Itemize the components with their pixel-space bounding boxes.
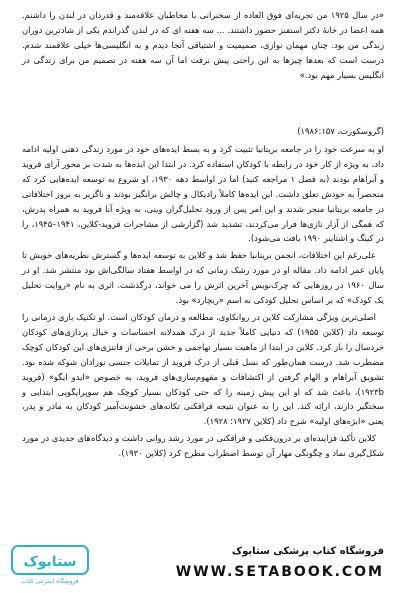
quote-citation: (گروسکورت، ۱۹۸۶:۱۵۷) [297, 126, 384, 136]
store-url[interactable]: WWW.SETABOOK.COM [175, 564, 384, 580]
paragraph: اصلی‌ترین ویژگی مشارکت کلاین در روانکاوی، مطالعه و درمان کودکان است. او تکنیک بازی درمانی را توسعه داد (کلاین ۱۹۵۵) که دنیایی کاملاً جدید از درک همدلانه احساسات و خیال پردازی‌های کودکان خردسال را باز کرد. کلاین در ابتدا از ماهیت بسیار تهاجمی و خشن برخی از فانتزی‌های این کودکان کوچک مضطرب شد. درست همان‌طور که نسل قبلی از درک فروید از تمایلات جنسی نوزادان شوکه شده بود. تشویق آبراهام و الهام گرفتن از اکتشافات و مفهوم‌سازی‌های فروید، به خصوص «ایدو ایگو» (فروید ۱۹۲۳b)، باعث شد که او این پیش زمینه را که حتی کودکان بسیار کوچک هم سوپرایگویی ابتدایی و سختگیر دارند، ارائه کند. این را به عنوان نتیجه فرافکنی تکانه‌های خشونت‌آمیز کودکان به مادر و پدر، یعنی «ابژه‌های اولیه» شرح داد (کلاین ۱۹۲۷؛ ۱۹۲۸). [22, 311, 384, 427]
store-title: فروشگاه کتاب پزشکی ستابوک [231, 546, 384, 557]
paragraph: او به سرعت خود را در جامعه بریتانیا تثبیت کرد و به بسط ایده‌های خود در مورد زندگی ذهنی اولیه ادامه داد، به ویژه از کار خود در رابطه با کودکان استفاده کرد. در ابتدا این ایده‌ها به شدت بر محور آرای فروید و آبراهام بودند (به فصل ۱ مراجعه کنید) اما در اواسط دهه ۱۹۳۰، او شروع به توسعه ایده‌هایی کرد که منحصراً به خودش تعلق داشت. این ایده‌ها کاملاً رادیکال و چالش برانگیز بودند و ناگزیر به بروز اختلافاتی در جامعه بریتانیا منجر شدند و این امر پس از ورود تحلیل‌گران وینی، به ویژه آنا فروید به همراه پدرش، که همگی از آزار نازی‌ها فرار می‌کردند، تشدید شد (گزارشی از مشاجرات فروید-کلاین، ۱۹۴۱–۱۹۴۵، را در کینگ و اشتاینر ۱۹۹۰ یافت می‌شود). [22, 144, 385, 244]
store-banner [0, 538, 400, 593]
block-quote: «در سال ۱۹۲۵ من تجربه‌ای فوق العاده از سخنرانی با مخاطبان علاقه‌مند و قدردان در لندن را داشتم. همه اعضا در خانهٔ دکتر استفنز حضور داشتند. ... سه هفته ای که در لندن گذراندم یکی از شادترین دوران زندگی من بود. چنان مهمان نوازی، صمیمیت و اشتیاقی آنجا دیدم و به انگلیسی‌ها خیلی علاقمند شدم. درست است که بعدها چیزها به این راحتی پیش نرفت اما آن سه هفته در تصمیم من برای زندگی در انگلیس بسیار مهم بود.» [22, 10, 384, 80]
setabook-logo [10, 542, 90, 586]
logo-text: ستابوک [23, 554, 77, 570]
logo-subtext: فروشگاه اینترنتی کتاب [21, 578, 79, 585]
paragraph: کلاین تأکید فزاینده‌ای بر درون‌فکنی و فرافکنی در مورد رشد روانی داشت و دیدگاه‌های جدیدی در مورد شکل‌گیری نماد و چگونگی مهار آن توسط اضطراب مطرح کرد (کلاین ۱۹۳۰). [22, 433, 384, 459]
body-text [22, 142, 384, 463]
paragraph: علی‌رغم این اختلافات، انجمن بریتانیا حفظ شد و کلاین به توسعه ایده‌ها و گسترش نظریه‌های خویش تا پایان عمر ادامه داد. مقاله او در مورد رشک زمانی که در اواسط هفتاد سالگی‌اش بود منتشر شد. او در سال ۱۹۶۰ در روزهایی که چرک‌نویس آخرین اثرش را می خواند، درگذشت. اثری به نام «روایت تحلیل یک کودک» که بر اساس تحلیل کودکی به اسم «ریچارد» بود. [22, 250, 384, 306]
